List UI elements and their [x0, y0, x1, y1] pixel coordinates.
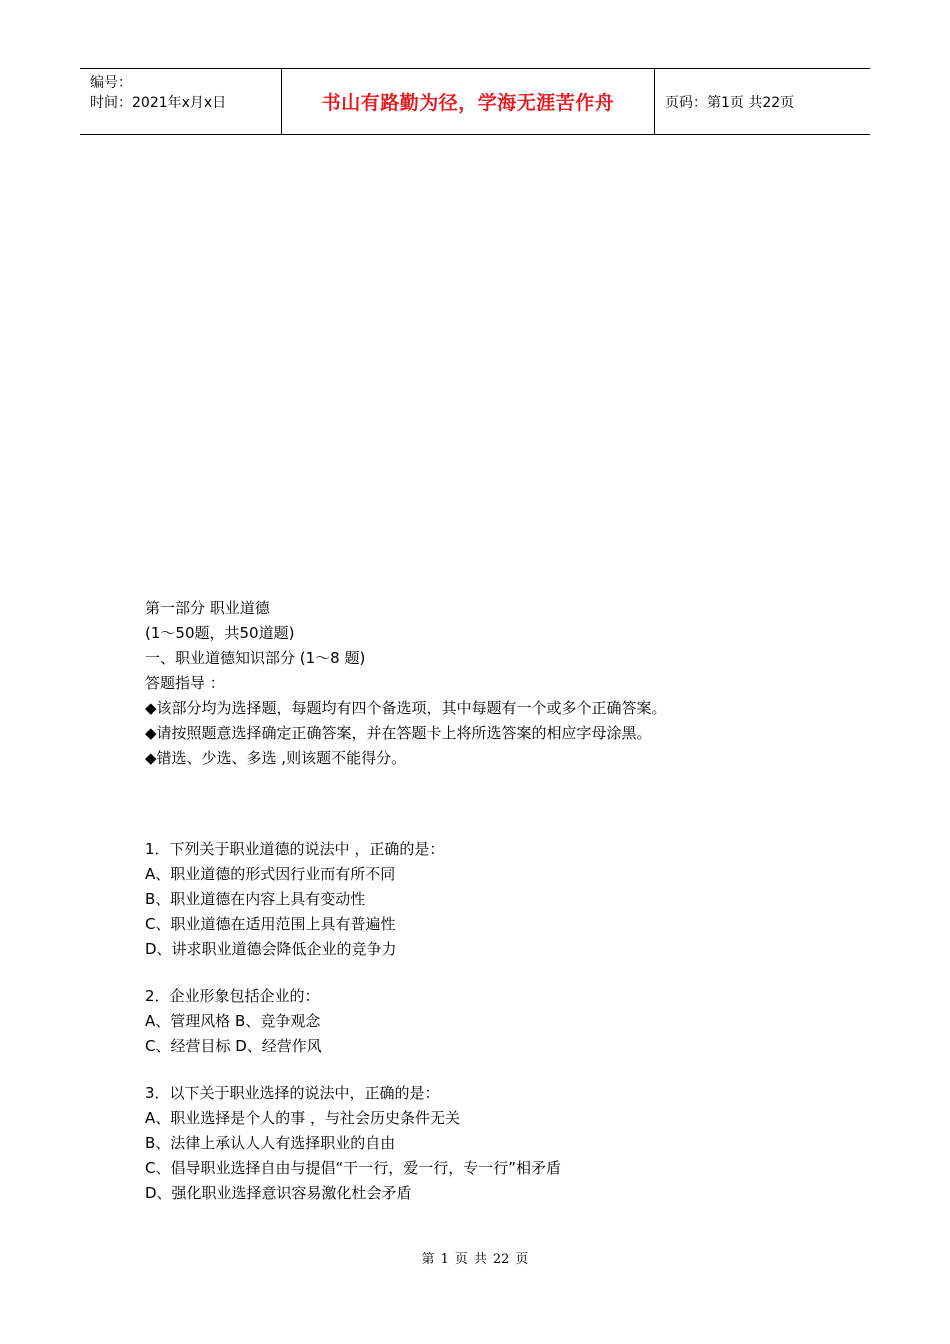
part-range: (1～50题，共50道题) — [145, 624, 295, 642]
guide-title: 答题指导 ： — [145, 674, 225, 692]
footer-ye: 页 — [454, 1252, 468, 1267]
question-option: C、职业道德在适用范围上具有普遍性 — [145, 915, 396, 933]
footer-di: 第 — [421, 1252, 435, 1267]
question-stem: 3．以下关于职业选择的说法中，正确的是： — [145, 1084, 440, 1102]
question-option: D、讲求职业道德会降低企业的竞争力 — [145, 940, 397, 958]
time-label: 时间：2021年x月x日 — [90, 95, 227, 111]
number-label: 编号： — [90, 75, 132, 91]
header-page-info-cell — [655, 69, 870, 134]
header-meta — [80, 69, 281, 134]
document-body — [145, 596, 845, 1206]
guide-item: ◆该部分均为选择题，每题均有四个备选项，其中每题有一个或多个正确答案。 — [145, 699, 667, 717]
guide-item: ◆错选、少选、多选 ,则该题不能得分。 — [145, 749, 407, 767]
footer-page-number: 1 — [440, 1252, 449, 1267]
question-3 — [145, 1081, 845, 1206]
question-option: A、职业选择是个人的事 ，与社会历史条件无关 — [145, 1109, 461, 1127]
question-option: D、强化职业选择意识容易激化杜会矛盾 — [145, 1184, 412, 1202]
footer-total-pages: 22 — [492, 1252, 510, 1267]
motto: 书山有路勤为径，学海无涯苦作舟 — [321, 92, 615, 114]
footer-gong: 共 — [473, 1252, 487, 1267]
question-option: A、职业道德的形式因行业而有所不同 — [145, 865, 396, 883]
question-1 — [145, 837, 845, 962]
question-option: B、法律上承认人人有选择职业的自由 — [145, 1134, 396, 1152]
question-option: A、管理风格 B、竞争观念 — [145, 1012, 321, 1030]
part-title: 第一部分 职业道德 — [145, 599, 270, 617]
footer-ye2: 页 — [515, 1252, 529, 1267]
header-motto-cell — [281, 69, 655, 134]
page-footer — [0, 1248, 950, 1267]
question-2 — [145, 984, 845, 1059]
page-info: 页码：第1页 共22页 — [665, 94, 795, 111]
question-option: C、经营目标 D、经营作风 — [145, 1037, 322, 1055]
question-stem: 2．企业形象包括企业的： — [145, 987, 320, 1005]
sub-title: 一、职业道德知识部分 (1～8 题) — [145, 649, 366, 667]
question-option: C、倡导职业选择自由与提倡“干一行，爱一行，专一行”相矛盾 — [145, 1159, 562, 1177]
page-header — [80, 68, 870, 135]
guide-item: ◆请按照题意选择确定正确答案，并在答题卡上将所选答案的相应字母涂黑。 — [145, 724, 652, 742]
question-stem: 1．下列关于职业道德的说法中 ，正确的是： — [145, 840, 445, 858]
question-option: B、职业道德在内容上具有变动性 — [145, 890, 366, 908]
